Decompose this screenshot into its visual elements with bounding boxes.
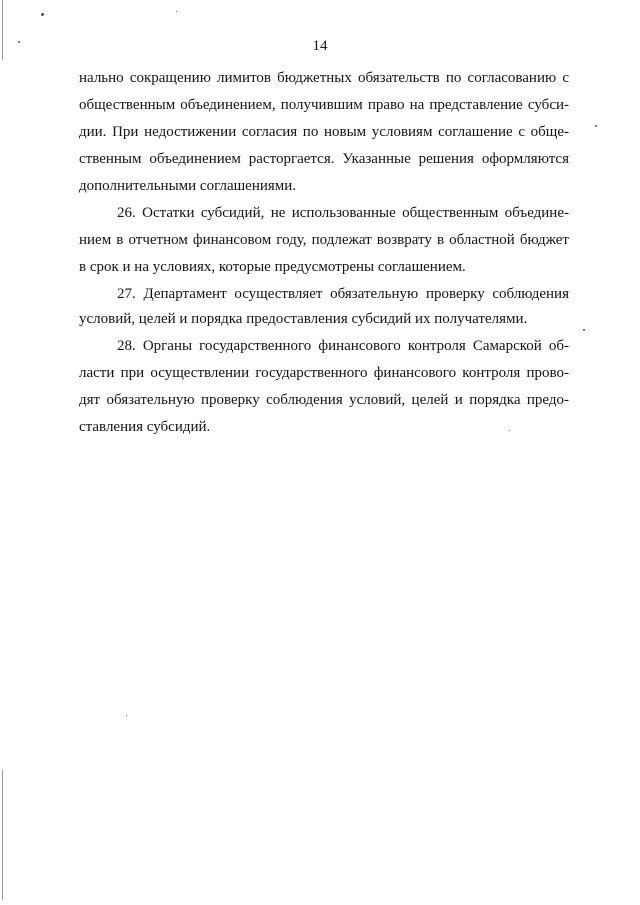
text-line: дят обязательную проверку соблюдения условий, целей и порядка предо-	[79, 392, 569, 408]
text-line: ственным объединением расторгается. Указанные решения оформляются	[79, 151, 569, 167]
paragraph-27-first-line: 27. Департамент осуществляет обязательную проверку соблюдения	[117, 286, 569, 302]
scan-speck	[126, 715, 127, 716]
text-line: нием в отчетном финансовом году, подлежат возврату в областной бюджет	[79, 232, 569, 248]
text-line: дополнительными соглашениями.	[79, 178, 297, 194]
paragraph-28-first-line: 28. Органы государственного финансового контроля Самарской об-	[117, 338, 569, 354]
scan-edge-mark	[2, 770, 3, 900]
text-line: общественным объединением, получившим право на представление субси-	[79, 97, 569, 113]
page-number: 14	[312, 38, 328, 54]
text-line: ласти при осуществлении государственного финансового контроля прово-	[79, 365, 569, 381]
text-line: ставления субсидий.	[79, 419, 211, 435]
scan-speck	[176, 11, 177, 12]
paragraph-26-first-line: 26. Остатки субсидий, не использованные общественным объедине-	[117, 205, 569, 221]
scan-speck	[41, 13, 44, 16]
scan-speck	[595, 125, 597, 127]
text-line: нально сокращению лимитов бюджетных обязательств по согласованию с	[79, 70, 569, 86]
text-line: условий, целей и порядка предоставления субсидий их получателями.	[79, 311, 528, 327]
text-line: в срок и на условиях, которые предусмотрены соглашением.	[79, 259, 466, 275]
text-line: дии. При недостижении согласия по новым условиям соглашение с обще-	[79, 124, 569, 140]
scan-speck	[583, 329, 585, 331]
